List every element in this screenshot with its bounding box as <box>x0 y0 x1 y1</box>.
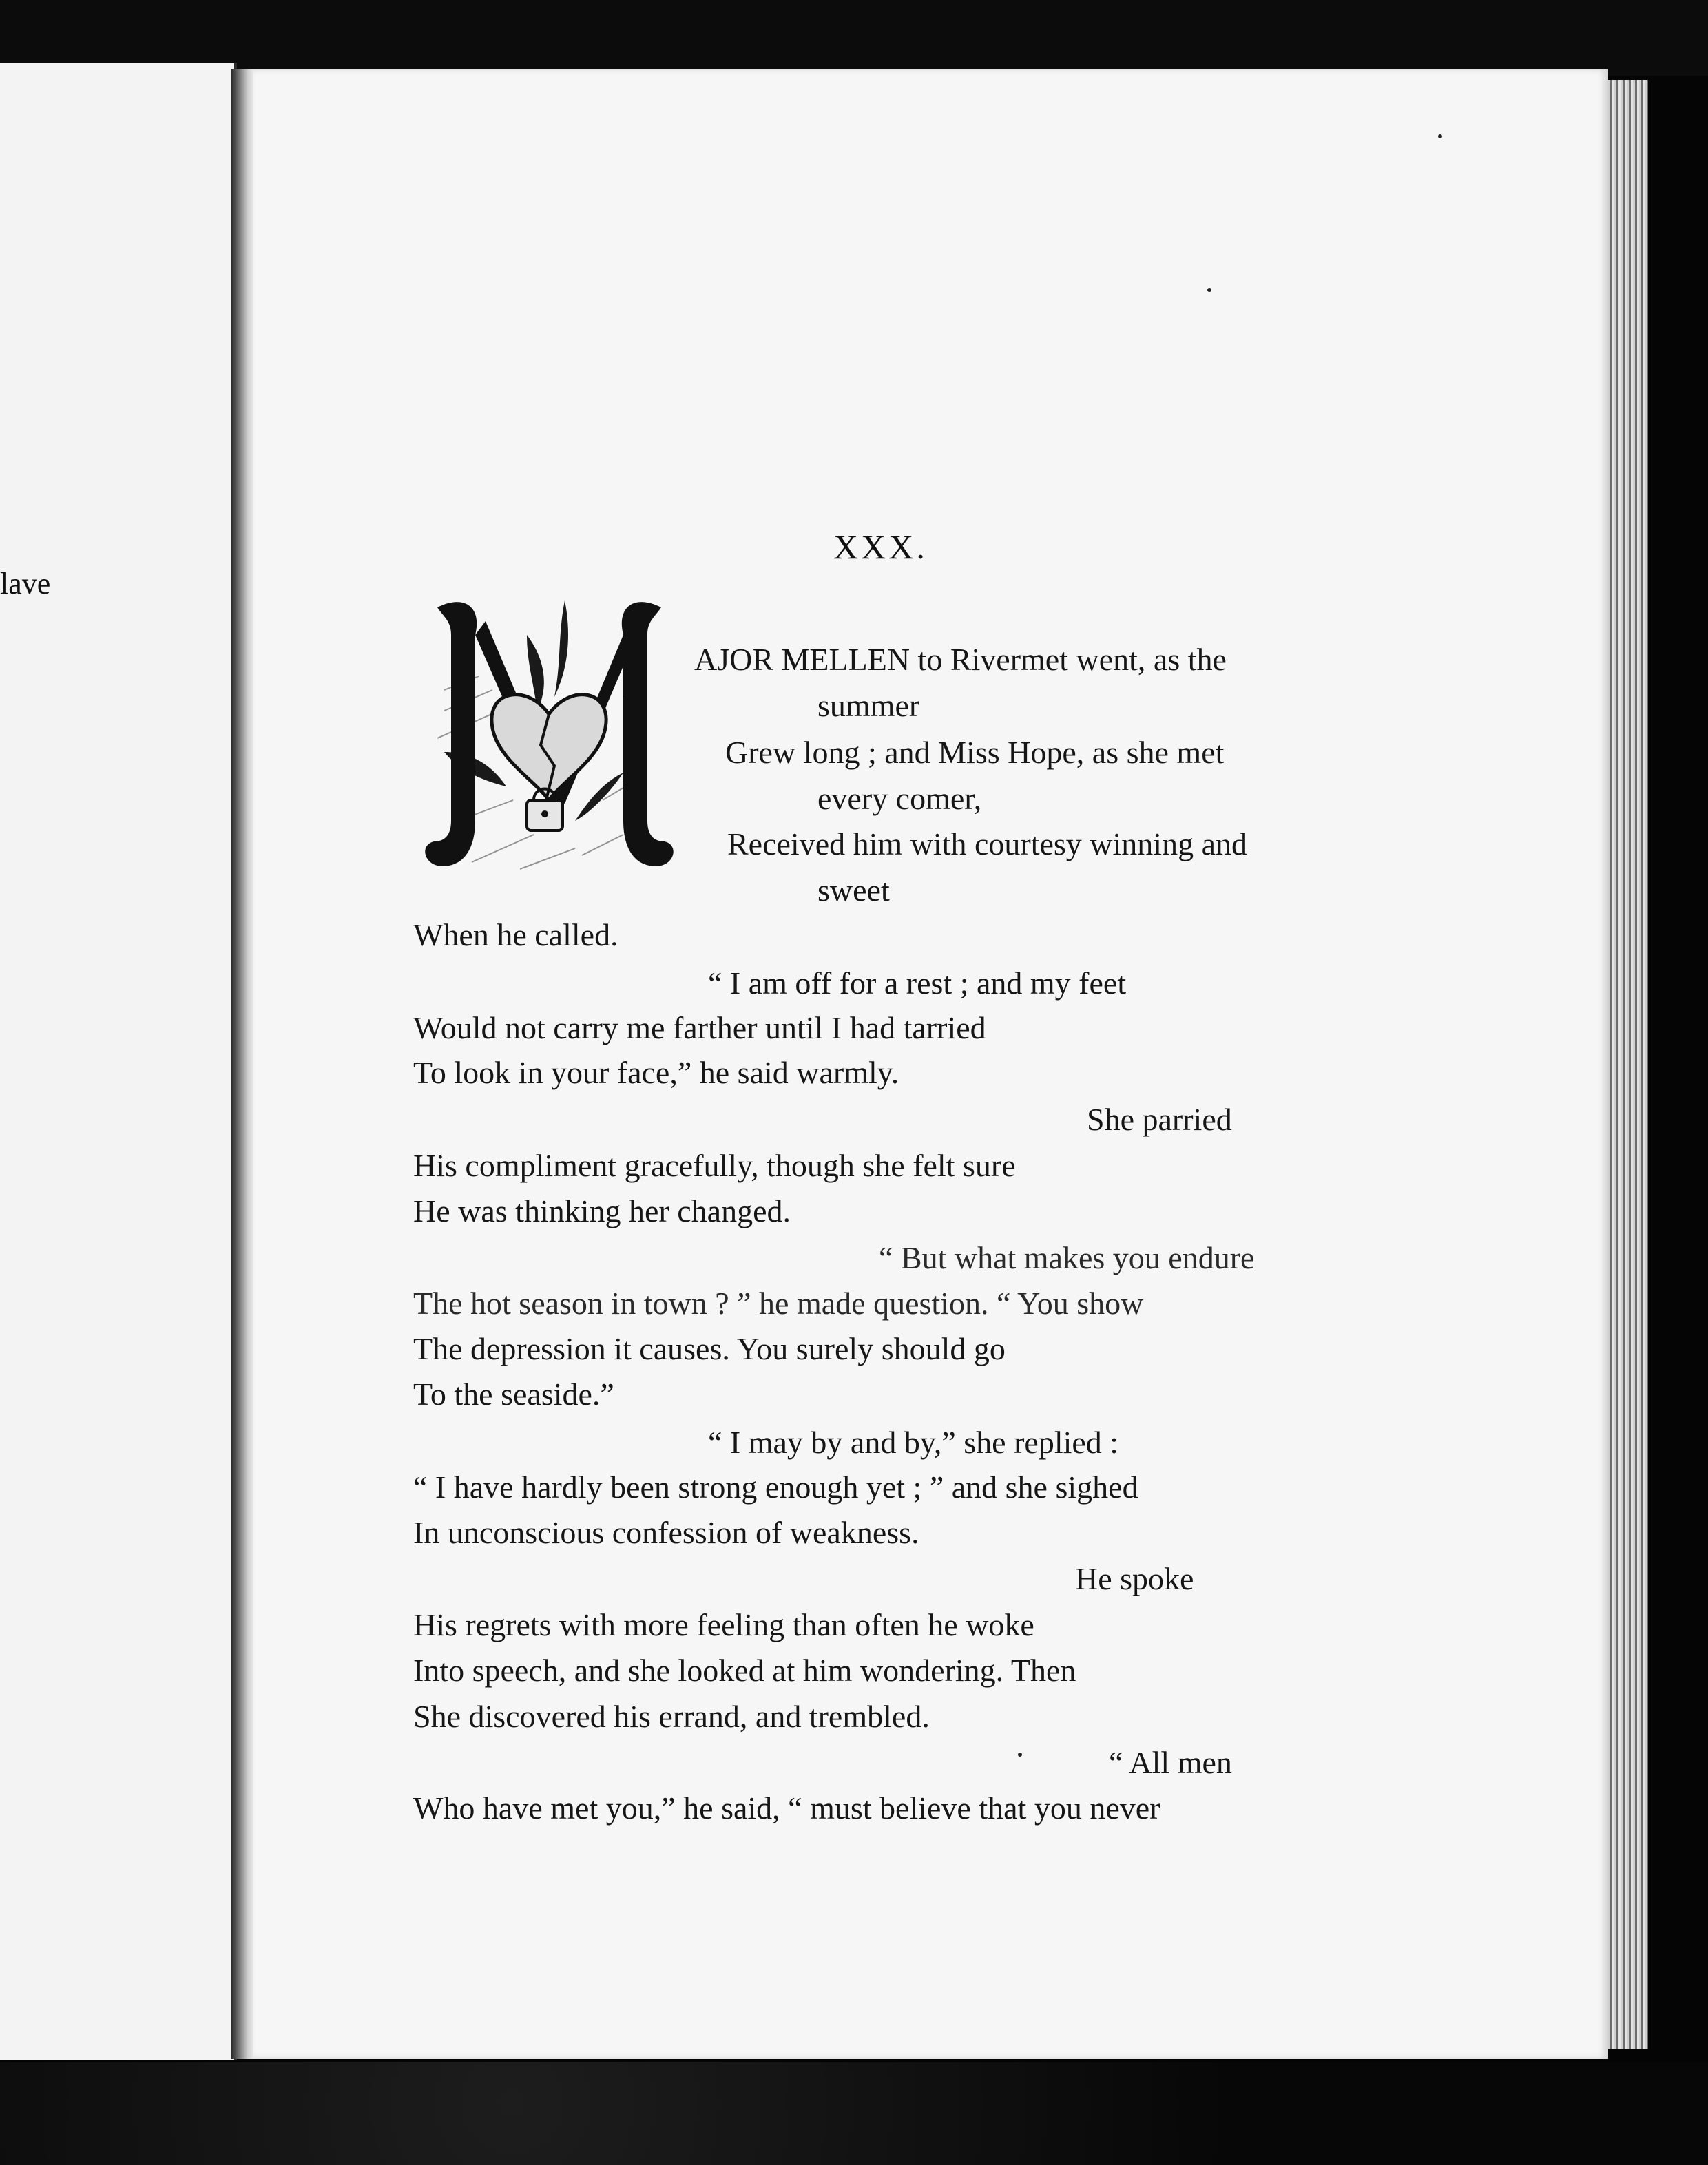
scan-speck <box>1438 134 1442 138</box>
verse-line: When he called. <box>413 917 618 952</box>
verse-line: She discovered his errand, and trembled. <box>413 1699 930 1734</box>
chapter-heading: XXX. <box>833 527 928 566</box>
scan-speck <box>1207 288 1211 292</box>
verse-line: Into speech, and she looked at him wondering. Then <box>413 1653 1076 1688</box>
verse-line: Would not carry me farther until I had tarried <box>413 1010 986 1045</box>
verse-line: The hot season in town ? ” he made question. “ You show <box>413 1286 1144 1321</box>
scan-border-bottom <box>0 2062 1708 2165</box>
verse-line: To the seaside.” <box>413 1377 614 1412</box>
verse-line: sweet <box>817 872 890 908</box>
verse-line: every comer, <box>817 781 982 816</box>
drop-cap-m-icon <box>417 594 682 883</box>
verse-line: summer <box>817 688 920 723</box>
verse-line: AJOR MELLEN to Rivermet went, as the <box>694 642 1227 677</box>
page-stack-edge <box>1608 80 1648 2049</box>
verse-line: His regrets with more feeling than often he woke <box>413 1607 1034 1642</box>
verse-line: “ All men <box>1109 1745 1232 1780</box>
verse-line: Grew long ; and Miss Hope, as she met <box>725 735 1225 770</box>
verse-line: In unconscious confession of weakness. <box>413 1515 919 1550</box>
left-page-text-fragment: lave <box>0 567 51 600</box>
scan-border-top <box>0 0 1708 76</box>
verse-line: “ I may by and by,” she replied : <box>708 1425 1119 1460</box>
verse-line: His compliment gracefully, though she felt sure <box>413 1148 1016 1183</box>
verse-line: Who have met you,” he said, “ must believe that you never <box>413 1790 1160 1826</box>
verse-line: He spoke <box>1075 1561 1194 1596</box>
verse-line: “ I have hardly been strong enough yet ; ” and she sighed <box>413 1470 1138 1505</box>
scan-speck <box>1018 1753 1022 1757</box>
verse-line: “ But what makes you endure <box>879 1240 1255 1275</box>
verse-line: She parried <box>1087 1102 1232 1137</box>
verse-line: Received him with courtesy winning and <box>727 826 1248 861</box>
verse-line: The depression it causes. You surely should go <box>413 1331 1006 1366</box>
book-gutter <box>231 69 255 2059</box>
verse-line: He was thinking her changed. <box>413 1193 791 1228</box>
left-page <box>0 63 237 2060</box>
verse-line: “ I am off for a rest ; and my feet <box>708 965 1127 1001</box>
verse-line: To look in your face,” he said warmly. <box>413 1055 899 1090</box>
